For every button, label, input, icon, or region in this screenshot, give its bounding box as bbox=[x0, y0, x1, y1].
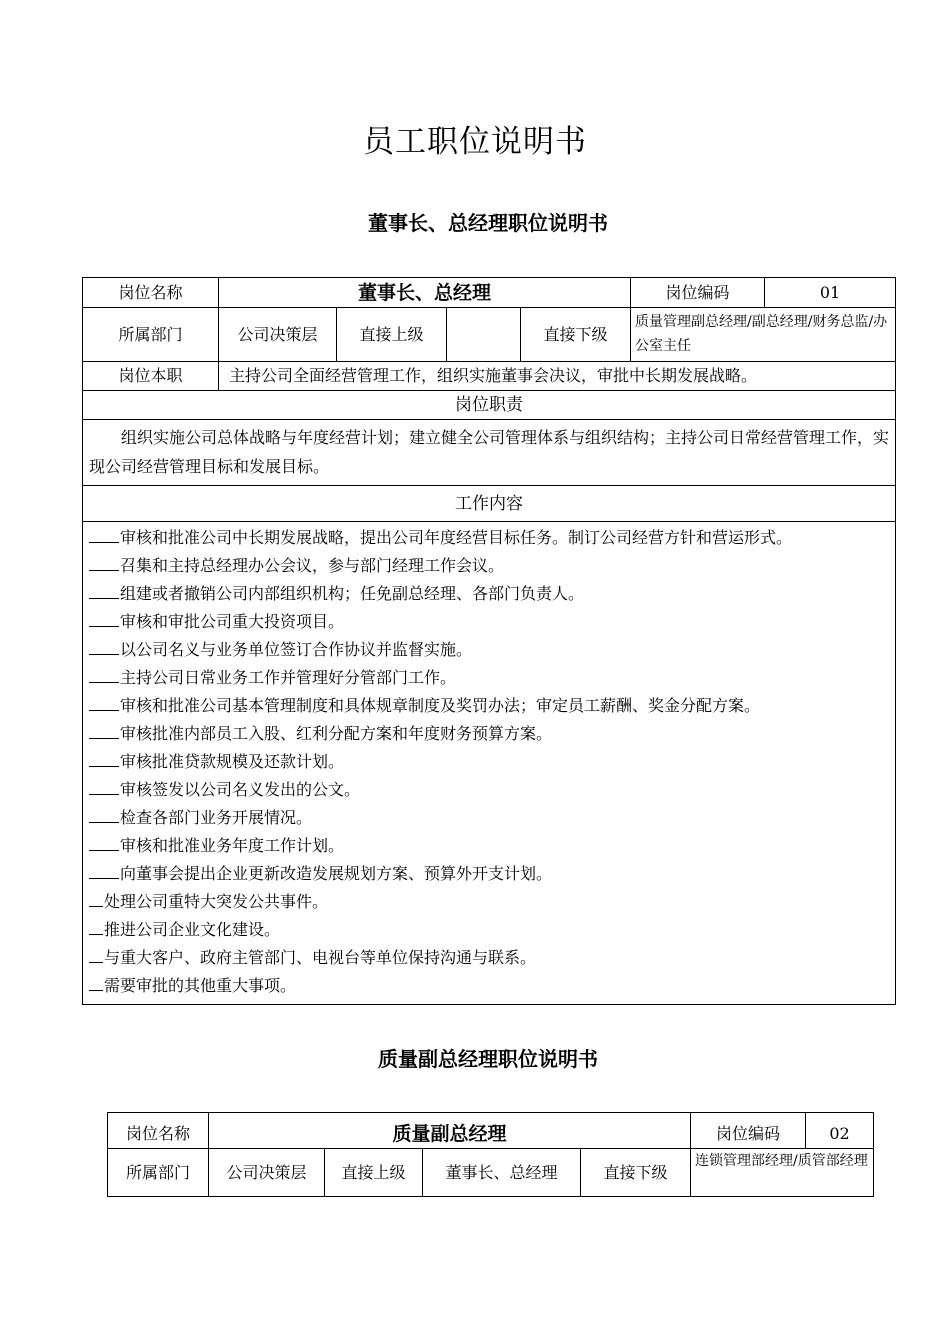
work-item bbox=[89, 720, 889, 748]
section1-table bbox=[82, 277, 896, 1005]
s2-superior-value: 董事长、总经理 bbox=[423, 1149, 581, 1197]
work-item bbox=[89, 636, 889, 664]
blank-line-marker bbox=[89, 864, 119, 879]
work-item-list bbox=[83, 522, 895, 1004]
s2-name-label: 岗位名称 bbox=[108, 1113, 209, 1149]
work-item-text: 处理公司重特大突发公共事件。 bbox=[104, 892, 329, 911]
work-item-text: 审核和批准业务年度工作计划。 bbox=[120, 836, 345, 855]
blank-line-marker bbox=[89, 808, 119, 823]
section2-table bbox=[107, 1112, 874, 1197]
work-item-text: 推进公司企业文化建设。 bbox=[104, 920, 281, 939]
blank-line-marker bbox=[89, 556, 119, 571]
blank-line-marker bbox=[89, 696, 119, 711]
s2-dept-label: 所属部门 bbox=[108, 1149, 209, 1197]
work-item bbox=[89, 608, 889, 636]
work-item-text: 审核和审批公司重大投资项目。 bbox=[120, 612, 345, 631]
work-item bbox=[89, 664, 889, 692]
work-item-text: 审核和批准公司中长期发展战略，提出公司年度经营目标任务。制订公司经营方针和营运形式。 bbox=[120, 528, 793, 547]
s1-code-label: 岗位编码 bbox=[631, 278, 765, 308]
work-item-text: 需要审批的其他重大事项。 bbox=[104, 976, 297, 995]
work-item-text: 审核批准贷款规模及还款计划。 bbox=[120, 752, 345, 771]
work-item-text: 组建或者撤销公司内部组织机构；任免副总经理、各部门负责人。 bbox=[120, 584, 585, 603]
s1-code-value: 01 bbox=[765, 278, 896, 308]
work-item-text: 与重大客户、政府主管部门、电视台等单位保持沟通与联系。 bbox=[104, 948, 537, 967]
s2-superior-label: 直接上级 bbox=[325, 1149, 423, 1197]
blank-line-marker bbox=[89, 724, 119, 739]
s2-dept-value: 公司决策层 bbox=[209, 1149, 325, 1197]
s2-subordinate-value: 连锁管理部经理/质管部经理 bbox=[691, 1149, 874, 1197]
work-item-text: 审核批准内部员工入股、红利分配方案和年度财务预算方案。 bbox=[120, 724, 553, 743]
s1-superior-label: 直接上级 bbox=[337, 308, 447, 362]
work-item bbox=[89, 580, 889, 608]
s1-subordinate-label: 直接下级 bbox=[521, 308, 631, 362]
s1-subordinate-value: 质量管理副总经理/副总经理/财务总监/办公室主任 bbox=[631, 308, 896, 362]
s1-role-value: 主持公司全面经营管理工作，组织实施董事会决议，审批中长期发展战略。 bbox=[219, 362, 896, 391]
section1-title: 董事长、总经理职位说明书 bbox=[368, 211, 608, 235]
s1-name-label: 岗位名称 bbox=[83, 278, 219, 308]
s1-duties-header: 岗位职责 bbox=[83, 391, 896, 420]
s1-name-value: 董事长、总经理 bbox=[219, 278, 631, 308]
s2-name-value: 质量副总经理 bbox=[209, 1113, 691, 1149]
work-item-text: 审核和批准公司基本管理制度和具体规章制度及奖罚办法；审定员工薪酬、奖金分配方案。 bbox=[120, 696, 761, 715]
work-item bbox=[89, 692, 889, 720]
s1-duties-text: 组织实施公司总体战略与年度经营计划；建立健全公司管理体系与组织结构；主持公司日常经营管理工作，实现公司经营管理目标和发展目标。 bbox=[83, 420, 896, 486]
work-item bbox=[89, 860, 889, 888]
work-item bbox=[89, 748, 889, 776]
work-item-text: 以公司名义与业务单位签订合作协议并监督实施。 bbox=[120, 640, 473, 659]
s1-dept-value: 公司决策层 bbox=[219, 308, 337, 362]
blank-line-marker bbox=[89, 920, 103, 935]
s1-role-label: 岗位本职 bbox=[83, 362, 219, 391]
work-item-text: 召集和主持总经理办公会议，参与部门经理工作会议。 bbox=[120, 556, 505, 575]
section2-title: 质量副总经理职位说明书 bbox=[378, 1047, 598, 1071]
work-item-text: 主持公司日常业务工作并管理好分管部门工作。 bbox=[120, 668, 457, 687]
blank-line-marker bbox=[89, 976, 103, 991]
work-item bbox=[89, 972, 889, 1000]
blank-line-marker bbox=[89, 836, 119, 851]
work-item bbox=[89, 832, 889, 860]
s1-work-content bbox=[83, 522, 896, 1005]
work-item bbox=[89, 524, 889, 552]
work-item bbox=[89, 916, 889, 944]
work-item-text: 检查各部门业务开展情况。 bbox=[120, 808, 313, 827]
s2-subordinate-label: 直接下级 bbox=[581, 1149, 691, 1197]
blank-line-marker bbox=[89, 752, 119, 767]
blank-line-marker bbox=[89, 528, 119, 543]
work-item-text: 向董事会提出企业更新改造发展规划方案、预算外开支计划。 bbox=[120, 864, 553, 883]
work-item bbox=[89, 944, 889, 972]
s1-dept-label: 所属部门 bbox=[83, 308, 219, 362]
document-title: 员工职位说明书 bbox=[363, 124, 587, 160]
blank-line-marker bbox=[89, 780, 119, 795]
blank-line-marker bbox=[89, 668, 119, 683]
blank-line-marker bbox=[89, 584, 119, 599]
s1-superior-value bbox=[447, 308, 521, 362]
blank-line-marker bbox=[89, 948, 103, 963]
blank-line-marker bbox=[89, 640, 119, 655]
work-item bbox=[89, 888, 889, 916]
work-item bbox=[89, 552, 889, 580]
s2-code-value: 02 bbox=[806, 1113, 874, 1149]
s1-work-header: 工作内容 bbox=[83, 486, 896, 522]
blank-line-marker bbox=[89, 892, 103, 907]
work-item bbox=[89, 776, 889, 804]
work-item-text: 审核签发以公司名义发出的公文。 bbox=[120, 780, 361, 799]
work-item bbox=[89, 804, 889, 832]
s2-code-label: 岗位编码 bbox=[691, 1113, 806, 1149]
blank-line-marker bbox=[89, 612, 119, 627]
